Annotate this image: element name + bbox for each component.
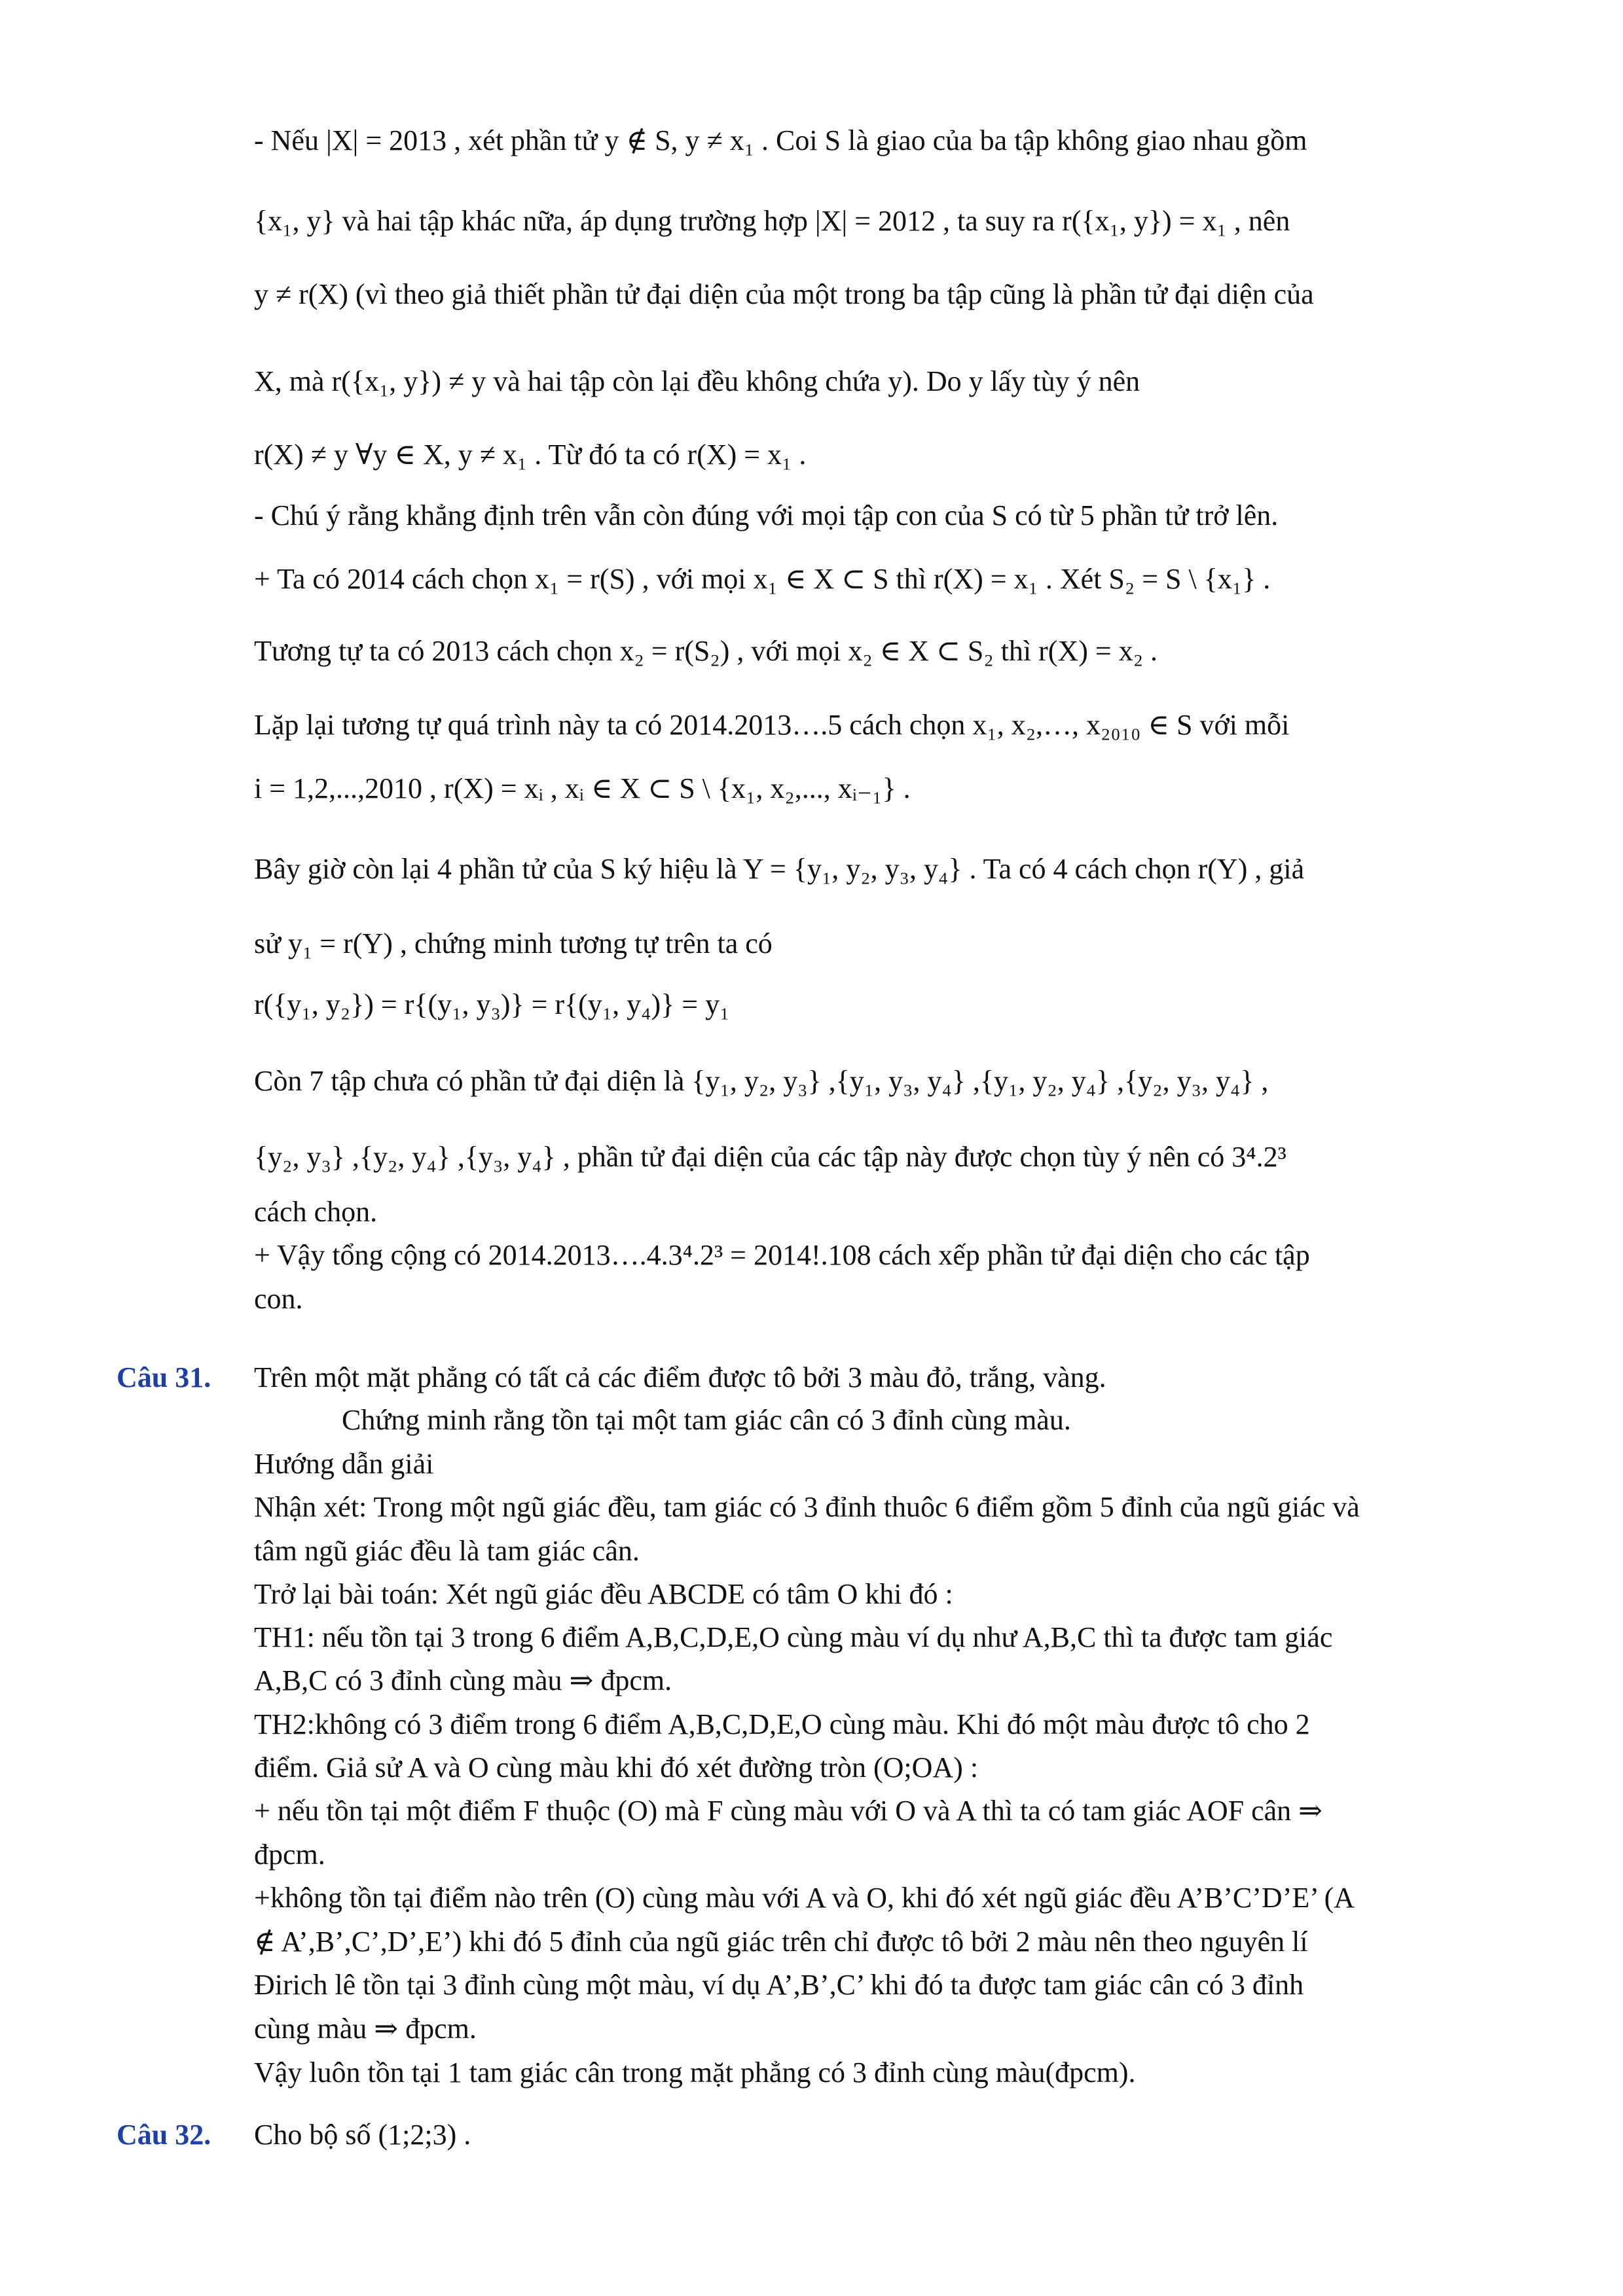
question-31-text: Trên một mặt phẳng có tất cả các điểm được tô bởi 3 màu đỏ, trắng, vàng. [254,1361,1106,1393]
solution-line: Vậy luôn tồn tại 1 tam giác cân trong mặt phẳng có 3 đỉnh cùng màu(đpcm). [254,2056,1136,2089]
proof-line: y ≠ r(X) (vì theo giả thiết phần tử đại diện của một trong ba tập cũng là phần tử đại diện của [254,278,1314,310]
proof-line: Bây giờ còn lại 4 phần tử của S ký hiệu là Y = {y₁, y₂, y₃, y₄} . Ta có 4 cách chọn r(Y) , giả [254,853,1305,885]
solution-line: Hướng dẫn giải [254,1448,434,1480]
solution-line: A,B,C có 3 đỉnh cùng màu ⇒ đpcm. [254,1664,672,1696]
question-31-text: Chứng minh rằng tồn tại một tam giác cân có 3 đỉnh cùng màu. [342,1404,1071,1436]
solution-line: ∉ A’,B’,C’,D’,E’) khi đó 5 đỉnh của ngũ giác trên chỉ được tô bởi 2 màu nên theo nguyên lí [254,1926,1308,1958]
proof-line: + Vậy tổng cộng có 2014.2013….4.3⁴.2³ = 2014!.108 cách xếp phần tử đại diện cho các tập [254,1239,1310,1271]
proof-line: X, mà r({x₁, y}) ≠ y và hai tập còn lại đều không chứa y). Do y lấy tùy ý nên [254,365,1140,397]
proof-line: r(X) ≠ y ∀y ∈ X, y ≠ x₁ . Từ đó ta có r(X) = x₁ . [254,439,807,471]
question-label-32: Câu 32. [117,2119,211,2151]
proof-line: {y₂, y₃} ,{y₂, y₄} ,{y₃, y₄} , phần tử đại diện của các tập này được chọn tùy ý nên có 3⁴.2³ [254,1141,1286,1173]
solution-line: +không tồn tại điểm nào trên (O) cùng màu với A và O, khi đó xét ngũ giác đều A’B’C’D’E’ (A [254,1882,1355,1914]
solution-line: + nếu tồn tại một điểm F thuộc (O) mà F cùng màu với O và A thì ta có tam giác AOF cân ⇒ [254,1795,1323,1827]
question-32-text: Cho bộ số (1;2;3) . [254,2119,471,2151]
proof-line: Còn 7 tập chưa có phần tử đại diện là {y₁, y₂, y₃} ,{y₁, y₃, y₄} ,{y₁, y₂, y₄} ,{y₂, y₃, y₄} , [254,1065,1269,1097]
proof-line: - Nếu |X| = 2013 , xét phần tử y ∉ S, y ≠ x₁ . Coi S là giao của ba tập không giao nhau gồm [254,124,1307,156]
proof-line: r({y₁, y₂}) = r{(y₁, y₃)} = r{(y₁, y₄)} = y₁ [254,988,730,1020]
solution-line: TH1: nếu tồn tại 3 trong 6 điểm A,B,C,D,E,O cùng màu ví dụ như A,B,C thì ta được tam giác [254,1621,1333,1653]
solution-line: Đirich lê tồn tại 3 đỉnh cùng một màu, ví dụ A’,B’,C’ khi đó ta được tam giác cân có 3 đỉnh [254,1969,1304,2001]
solution-line: cùng màu ⇒ đpcm. [254,2013,477,2045]
proof-line: {x₁, y} và hai tập khác nữa, áp dụng trường hợp |X| = 2012 , ta suy ra r({x₁, y}) = x₁ , nên [254,205,1290,237]
proof-line: - Chú ý rằng khẳng định trên vẫn còn đúng với mọi tập con của S có từ 5 phần tử trở lên. [254,499,1279,531]
proof-line: + Ta có 2014 cách chọn x₁ = r(S) , với mọi x₁ ∈ X ⊂ S thì r(X) = x₁ . Xét S₂ = S \ {x₁} . [254,563,1271,595]
solution-line: tâm ngũ giác đều là tam giác cân. [254,1535,640,1567]
proof-line: i = 1,2,...,2010 , r(X) = xᵢ , xᵢ ∈ X ⊂ S \ {x₁, x₂,..., xᵢ₋₁} . [254,772,911,804]
proof-line: Tương tự ta có 2013 cách chọn x₂ = r(S₂) , với mọi x₂ ∈ X ⊂ S₂ thì r(X) = x₂ . [254,635,1158,667]
solution-line: TH2:không có 3 điểm trong 6 điểm A,B,C,D,E,O cùng màu. Khi đó một màu được tô cho 2 [254,1708,1310,1740]
proof-line: cách chọn. [254,1196,378,1228]
proof-line: sử y₁ = r(Y) , chứng minh tương tự trên ta có [254,927,773,960]
question-label-31: Câu 31. [117,1361,211,1393]
proof-line: Lặp lại tương tự quá trình này ta có 2014.2013….5 cách chọn x₁, x₂,…, x₂₀₁₀ ∈ S với mỗi [254,709,1290,741]
solution-line: Trở lại bài toán: Xét ngũ giác đều ABCDE có tâm O khi đó : [254,1578,953,1610]
solution-line: điểm. Giả sử A và O cùng màu khi đó xét đường tròn (O;OA) : [254,1751,979,1784]
solution-line: Nhận xét: Trong một ngũ giác đều, tam giác có 3 đỉnh thuôc 6 điểm gồm 5 đỉnh của ngũ giác và [254,1491,1360,1523]
solution-line: đpcm. [254,1839,325,1871]
proof-line: con. [254,1283,303,1315]
